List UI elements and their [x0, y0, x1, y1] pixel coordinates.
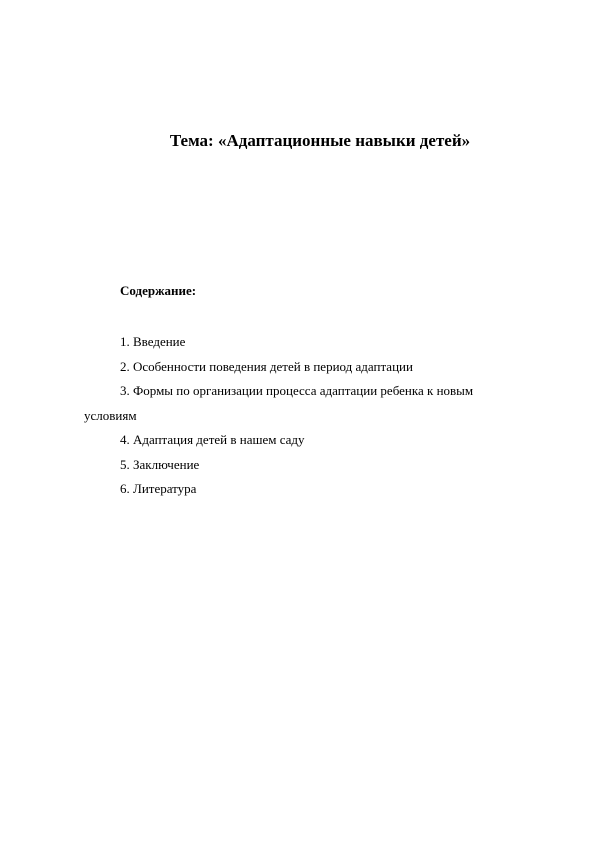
- contents-list: [84, 330, 524, 502]
- contents-heading: Содержание:: [120, 283, 197, 298]
- contents-item-behavior: 2. Особенности поведения детей в период адаптации: [120, 358, 413, 374]
- contents-item-our-kindergarten: 4. Адаптация детей в нашем саду: [120, 432, 305, 447]
- contents-item-literature: 6. Литература: [120, 481, 197, 496]
- page-title: Тема: «Адаптационные навыки детей»: [169, 131, 471, 150]
- contents-item-adaptation-forms: 3. Формы по организации процесса адаптации ребенка к новым условиям: [84, 383, 474, 423]
- contents-item-conclusion: 5. Заключение: [120, 456, 200, 472]
- contents-item-introduction: 1. Введение: [120, 334, 186, 349]
